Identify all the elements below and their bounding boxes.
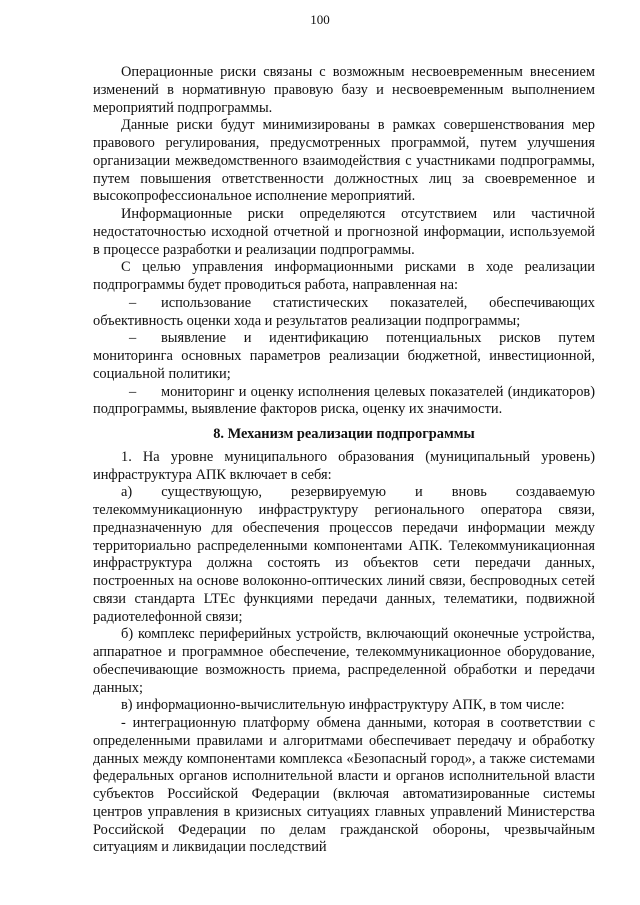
list-item-text: мониторинг и оценку исполнения целевых показателей (индикаторов) подпрограммы, выявление факторов риска, оценку их значимости. [93,383,595,418]
paragraph-operational-risks: Операционные риски связаны с возможным несвоевременным внесением изменений в нормативную правовую базу и несвоевременным выполнением мероприятий подпрограммы. [93,64,595,116]
dash-marker: – [129,383,137,400]
list-item-text: использование статистических показателей, обеспечивающих объективность оценки хода и результатов реализации подпрограммы; [93,294,595,329]
list-item [93,330,595,383]
paragraph-item-b: б) комплекс периферийных устройств, включающий оконечные устройства, аппаратное и программное обеспечение, телекоммуникационное оборудование, обеспечивающие возможность приема, распределенной обработки и передачи данных; [93,626,595,696]
list-item-text: выявление и идентификацию потенциальных рисков путем мониторинга основных параметров реализации бюджетной, инвестиционной, социальной политики; [93,330,595,382]
paragraph-item-v: в) информационно-вычислительную инфраструктуру АПК, в том числе: [121,697,565,714]
dash-marker: – [129,330,137,347]
document-body [93,64,595,857]
paragraph-risk-minimization: Данные риски будут минимизированы в рамках совершенствования мер правового регулирования, предусмотренных программой, путем улучшения организации межведомственного взаимодействия с участниками подпрограммы, путем повышения ответственности должностных лиц за своевременное и высокопрофессиональное исполнение мероприятий. [93,117,595,205]
paragraph-integration-platform: - интеграционную платформу обмена данными, которая в соответствии с определенными правилами и алгоритмами обеспечивает передачу и обработку данных между компонентами комплекса «Безопасный город», а также системами федеральных органов исполнительной власти и органов исполнительной власти субъектов Российской Федерации (включая автоматизированные системы центров управления в кризисных ситуациях главных управлений Министерства Российской Федерации по делам гражданской обороны, чрезвычайным ситуациям и ликвидации последствий [93,715,595,856]
list-item [93,384,595,420]
paragraph-item-a: а) существующую, резервируемую и вновь создаваемую телекоммуникационную инфраструктуру регионального оператора связи, предназначенную для обеспечения процессов передачи информации между территориально распределенными компонентами АПК. Телекоммуникационная инфраструктура должна состоять из объектов сети передачи данных, построенных на основе волоконно-оптических линий связи, беспроводных сетей связи стандарта LTEс функциями передачи данных, телематики, подвижной радиотелефонной связи; [93,484,595,625]
paragraph-risk-management-intro: С целью управления информационными рисками в ходе реализации подпрограммы будет проводиться работа, направленная на: [93,259,595,293]
dash-marker: – [129,294,137,311]
list-item [93,295,595,331]
paragraph-information-risks: Информационные риски определяются отсутствием или частичной недостаточностью исходной отчетной и прогнозной информации, используемой в процессе разработки и реализации подпрограммы. [93,206,595,258]
page-number: 100 [310,12,330,27]
section-heading: 8. Механизм реализации подпрограммы [213,426,475,442]
paragraph-municipal-level: 1. На уровне муниципального образования (муниципальный уровень) инфраструктура АПК включает в себя: [93,448,595,483]
